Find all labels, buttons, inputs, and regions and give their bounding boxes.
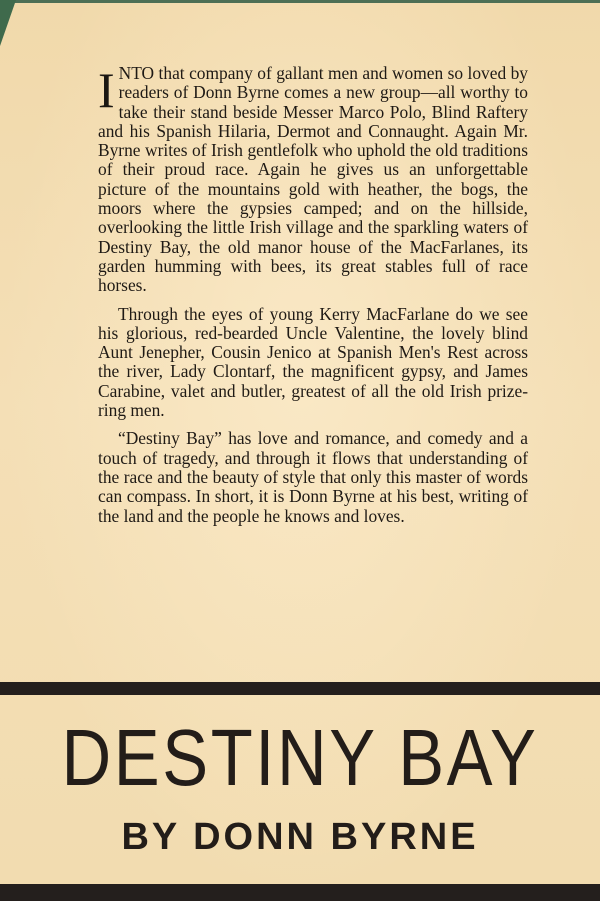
top-rule-band	[0, 682, 600, 695]
book-author: BY DONN BYRNE	[121, 816, 479, 858]
blurb-paragraph-2: Through the eyes of young Kerry MacFarlane do we see his glorious, red-bearded Uncle Valentine, the lovely blind Aunt Jenepher, Cousin Jenico at Spanish Men's Rest across the river, Lady Clontarf, the magnificent gypsy, and James Carabine, valet and butler, greatest of all the old Irish prize-ring men.	[98, 303, 528, 421]
worn-corner	[0, 0, 16, 46]
top-edge-strip	[0, 0, 600, 3]
blurb-paragraph-1-text: NTO that company of gallant men and women so loved by readers of Donn Byrne comes a new group—all worthy to take their stand beside Messer Marco Polo, Blind Raftery and his Spanish Hilaria, Dermot and Connaught. Again Mr. Byrne writes of Irish gentlefolk who uphold the old traditions of their proud race. Again he gives us an unforgettable picture of the mountains gold with heather, the bogs, the moors where the gypsies camped; and on the hillside, overlooking the little Irish village and the sparkling waters of Destiny Bay, the old manor house of the MacFarlanes, its garden humming with bees, its great stables full of race horses.	[98, 63, 528, 296]
blurb-paragraph-3: “Destiny Bay” has love and romance, and comedy and a touch of tragedy, and through it flows that understanding of the race and the beauty of style that only this master of words can compass. In short, it is Donn Byrne at his best, writing of the land and the people he knows and loves.	[98, 428, 528, 526]
blurb-paragraph-1	[98, 64, 528, 296]
drop-cap: I	[98, 62, 115, 118]
book-title: DESTINY BAY	[61, 713, 539, 802]
bottom-rule-band	[0, 884, 600, 901]
blurb-text	[98, 64, 528, 535]
